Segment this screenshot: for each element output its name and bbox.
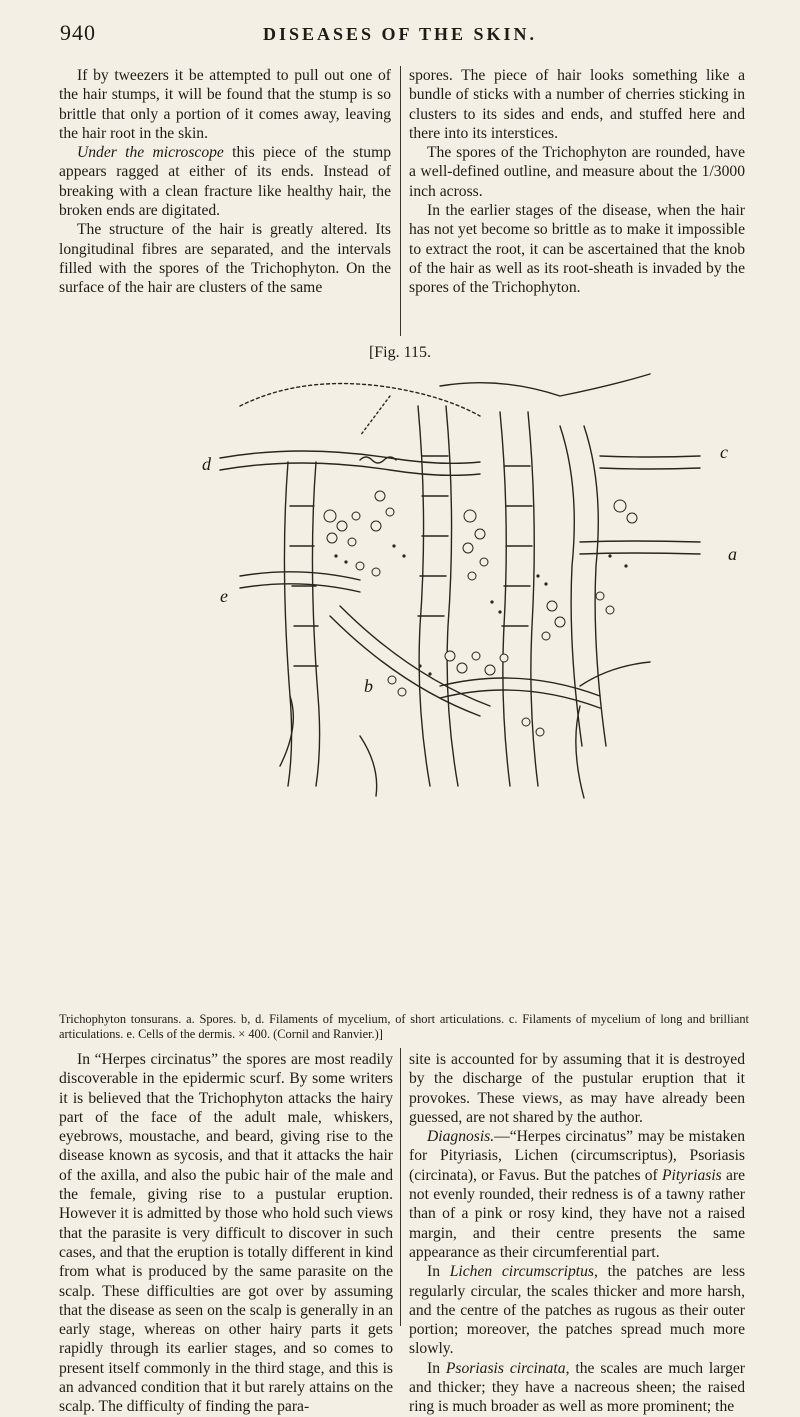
paragraph-text: In xyxy=(427,1263,450,1281)
label-d: d xyxy=(202,454,211,474)
italic-lead: Diagnosis. xyxy=(427,1128,495,1146)
italic-lead: Under the microscope xyxy=(77,144,224,162)
paragraph-text: , the scales are much larger and thicker; they have a nacreous sheen; the raised ring is much broader as well as more prominent; the xyxy=(409,1359,745,1416)
label-b: b xyxy=(364,676,373,696)
paragraph xyxy=(409,1359,745,1417)
bottom-right-column xyxy=(409,1050,745,1417)
figure-illustration xyxy=(180,366,780,802)
label-c: c xyxy=(720,442,728,462)
paragraph: The spores of the Trichophyton are rounded, have a well-defined outline, and measure about the 1/3000 inch across. xyxy=(409,144,745,200)
paragraph-text: are not evenly rounded, their redness is of a tawny rather than of a pink or rosy kind, they have not a raised margin, and their centre presents the same appearance as their circumferential part. xyxy=(409,1166,746,1261)
column-divider-bottom xyxy=(400,1048,401,1326)
italic-term: Pityriasis xyxy=(661,1166,722,1184)
column-divider-top xyxy=(400,66,401,336)
paragraph xyxy=(59,143,391,220)
label-e: e xyxy=(220,586,228,606)
figure-caption: Trichophyton tonsurans. a. Spores. b, d. Filaments of mycelium, of short articulations. c. Filaments of mycelium of long and brilliant articulations. e. Cells of the dermis. × 400. (Cornil and Ranvier.)] xyxy=(59,1012,749,1041)
top-right-column xyxy=(409,66,745,298)
paragraph-text: In xyxy=(427,1359,446,1377)
paragraph: If by tweezers it be attempted to pull out one of the hair stumps, it will be found that the stump is so brittle that only a portion of it comes away, leaving the hair root in the skin. xyxy=(59,67,391,142)
bottom-left-column xyxy=(59,1050,393,1417)
page-header xyxy=(0,16,800,50)
italic-term: Lichen circumscriptus xyxy=(449,1263,594,1281)
microscope-drawing xyxy=(180,366,780,802)
top-left-column xyxy=(59,66,391,298)
label-a: a xyxy=(728,544,737,564)
paragraph-text: this piece of the stump appears ragged at either of its ends. Instead of breaking with a clean fracture like healthy hair, the broken ends are digitated. xyxy=(59,144,391,220)
running-title: DISEASES OF THE SKIN. xyxy=(262,24,538,44)
paragraph: spores. The piece of hair looks something like a bundle of sticks with a number of cherries sticking in clusters to its sides and ends, and stuffed here and there into its interstices. xyxy=(409,67,745,142)
paragraph: The structure of the hair is greatly altered. Its longitudinal fibres are separated, and the intervals filled with the spores of the Trichophyton. On the surface of the hair are clusters of the same xyxy=(59,221,391,297)
paragraph xyxy=(409,1127,745,1262)
paragraph xyxy=(409,1262,745,1358)
italic-term: Psoriasis circinata xyxy=(445,1359,566,1377)
paragraph: In the earlier stages of the disease, when the hair has not yet become so brittle as to make it impossible to extract the root, it can be ascertained that the knob of the hair as well as its root-sheath is invaded by the spores of the Trichophyton. xyxy=(409,202,745,297)
figure-label: [Fig. 115. xyxy=(368,344,432,361)
paragraph-text: —“Herpes circinatus” may be mistaken for Pityriasis, Lichen (circumscriptus), Psoriasis (circinata), or Favus. But the patches of xyxy=(409,1128,745,1184)
paragraph: site is accounted for by assuming that it is destroyed by the discharge of the pustular eruption that it provokes. These views, as may have already been guessed, are not shared by the author. xyxy=(409,1051,745,1126)
page-number: 940 xyxy=(60,20,96,45)
paragraph-text: , the patches are less regularly circular, the scales thicker and more harsh, and the centre of the patches as rugous as their outer portion; moreover, the patches spread much more slowly. xyxy=(409,1263,746,1358)
paragraph: In “Herpes circinatus” the spores are most readily discoverable in the epidermic scurf. By some writers it is believed that the Trichophyton attacks the hairy part of the face of the adult male, whiskers, eyebrows, moustache, and beard, giving rise to the disease known as sycosis, and that it attacks the hair of the axilla, and also the pubic hair of the male and the female, giving rise to a pustular eruption. However it is admitted by those who hold such views that the parasite is very difficult to discover in such cases, and that the eruption is totally different in kind from what is produced by the same parasite on the scalp. These difficulties are got over by assuming that the disease as seen on the scalp is generally in an early stage, whereas on other hairy parts it gets rapidly through its earlier stages, and so comes to present itself commonly in the third stage, and this is an advanced condition that it but rarely attains on the scalp. The difficulty of finding the para- xyxy=(59,1051,393,1416)
